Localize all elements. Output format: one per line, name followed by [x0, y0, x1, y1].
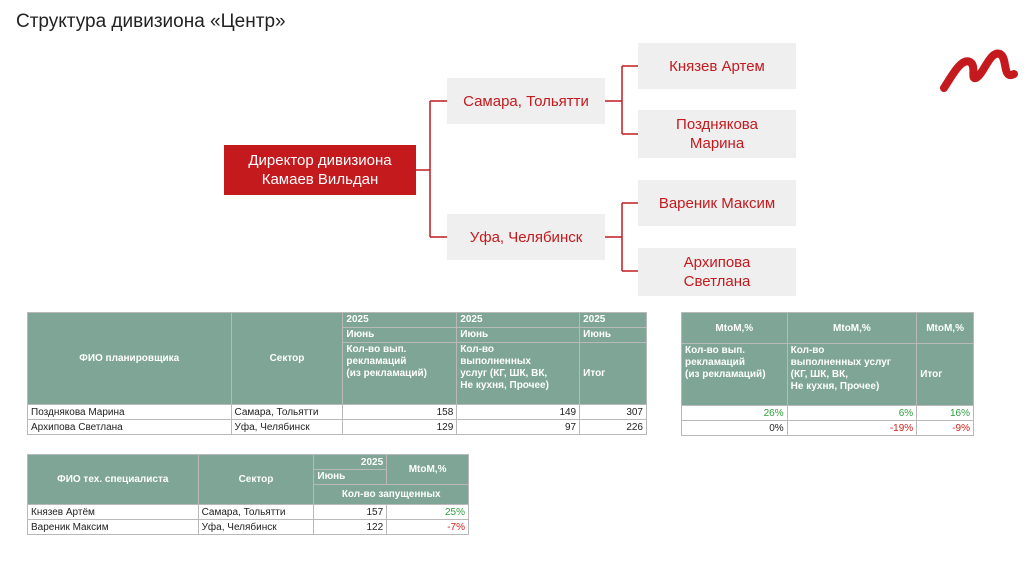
table-row [28, 505, 469, 520]
header-line: выполненных [460, 356, 531, 367]
header-month: Июнь [343, 328, 457, 343]
table-row [28, 405, 647, 420]
planners-table [27, 312, 647, 435]
branch-label: Самара, Тольятти [463, 92, 589, 110]
cell-claims: 158 [343, 405, 457, 420]
table-row [682, 406, 974, 421]
cell-claims-change: 26% [682, 406, 788, 421]
org-node-director [224, 145, 416, 195]
cell-services-change: 6% [787, 406, 917, 421]
cell-services: 149 [457, 405, 580, 420]
cell-total: 226 [580, 420, 647, 435]
header-line: выполненных услуг [790, 357, 891, 368]
header-line: услуг (КГ, ШК, ВК, [460, 368, 548, 379]
table-row [28, 420, 647, 435]
header-planner-name: ФИО планировщика [28, 313, 232, 405]
director-title: Директор дивизиона [248, 152, 392, 169]
header-month: Июнь [580, 328, 647, 343]
cell-name: Князев Артём [28, 505, 199, 520]
person-name: Вареник Максим [658, 194, 776, 212]
header-total: Итог [917, 344, 974, 406]
header-year: 2025 [457, 313, 580, 328]
header-claims-count [682, 344, 788, 406]
header-line: рекламаций [685, 357, 745, 368]
header-mtom: MtoM,% [682, 313, 788, 344]
header-mtom: MtoM,% [917, 313, 974, 344]
header-year: 2025 [580, 313, 647, 328]
cell-claims: 129 [343, 420, 457, 435]
header-claims-count [343, 343, 457, 405]
cell-count: 157 [314, 505, 387, 520]
cell-name: Архипова Светлана [28, 420, 232, 435]
cell-services-change: -19% [787, 421, 917, 436]
header-sector: Сектор [198, 455, 314, 505]
cell-sector: Самара, Тольятти [198, 505, 314, 520]
header-specialist-name: ФИО тех. специалиста [28, 455, 199, 505]
cell-mtom: -7% [387, 520, 469, 535]
person-name: Князев Артем [669, 57, 765, 75]
person-name: Архипова [683, 254, 751, 271]
header-line: Кол-во [460, 344, 495, 355]
cell-total-change: 16% [917, 406, 974, 421]
org-node-arkhipova [638, 248, 796, 296]
header-month: Июнь [314, 470, 387, 485]
header-year: 2025 [314, 455, 387, 470]
specialists-table [27, 454, 469, 535]
cell-mtom: 25% [387, 505, 469, 520]
header-line: (КГ, ШК, ВК, [790, 369, 848, 380]
cell-count: 122 [314, 520, 387, 535]
header-line: Кол-во [790, 345, 825, 356]
table-row [28, 520, 469, 535]
header-line: Кол-во вып. [685, 345, 746, 356]
header-line: (из рекламаций) [685, 369, 766, 380]
header-total: Итог [580, 343, 647, 405]
person-name: Позднякова [676, 116, 758, 133]
header-services-count [457, 343, 580, 405]
header-line: Кол-во вып. [346, 344, 407, 355]
org-node-pozdnyakova [638, 110, 796, 158]
cell-claims-change: 0% [682, 421, 788, 436]
header-sector: Сектор [231, 313, 343, 405]
cell-total: 307 [580, 405, 647, 420]
header-mtom: MtoM,% [787, 313, 917, 344]
cell-sector: Уфа, Челябинск [198, 520, 314, 535]
org-node-branch-ufa [447, 214, 605, 260]
header-line: Не кухня, Прочее) [460, 380, 549, 391]
header-line: (из рекламаций) [346, 368, 427, 379]
branch-label: Уфа, Челябинск [469, 228, 583, 246]
header-line: рекламаций [346, 356, 407, 367]
cell-sector: Самара, Тольятти [231, 405, 343, 420]
header-year: 2025 [343, 313, 457, 328]
person-name: Светлана [683, 273, 751, 290]
org-node-varenik [638, 180, 796, 226]
cell-total-change: -9% [917, 421, 974, 436]
page-title: Структура дивизиона «Центр» [16, 11, 286, 32]
org-node-knyazev [638, 43, 796, 89]
cell-name: Вареник Максим [28, 520, 199, 535]
cell-services: 97 [457, 420, 580, 435]
mtom-table [681, 312, 974, 436]
header-services-count [787, 344, 917, 406]
director-name: Камаев Вильдан [261, 171, 379, 188]
table-row [682, 421, 974, 436]
header-mtom: MtoM,% [387, 455, 469, 485]
header-month: Июнь [457, 328, 580, 343]
org-node-branch-samara [447, 78, 605, 124]
header-line: Не кухня, Прочее) [790, 381, 880, 392]
person-name: Марина [689, 135, 745, 152]
cell-sector: Уфа, Челябинск [231, 420, 343, 435]
header-launched-count: Кол-во запущенных [314, 485, 469, 505]
cell-name: Позднякова Марина [28, 405, 232, 420]
